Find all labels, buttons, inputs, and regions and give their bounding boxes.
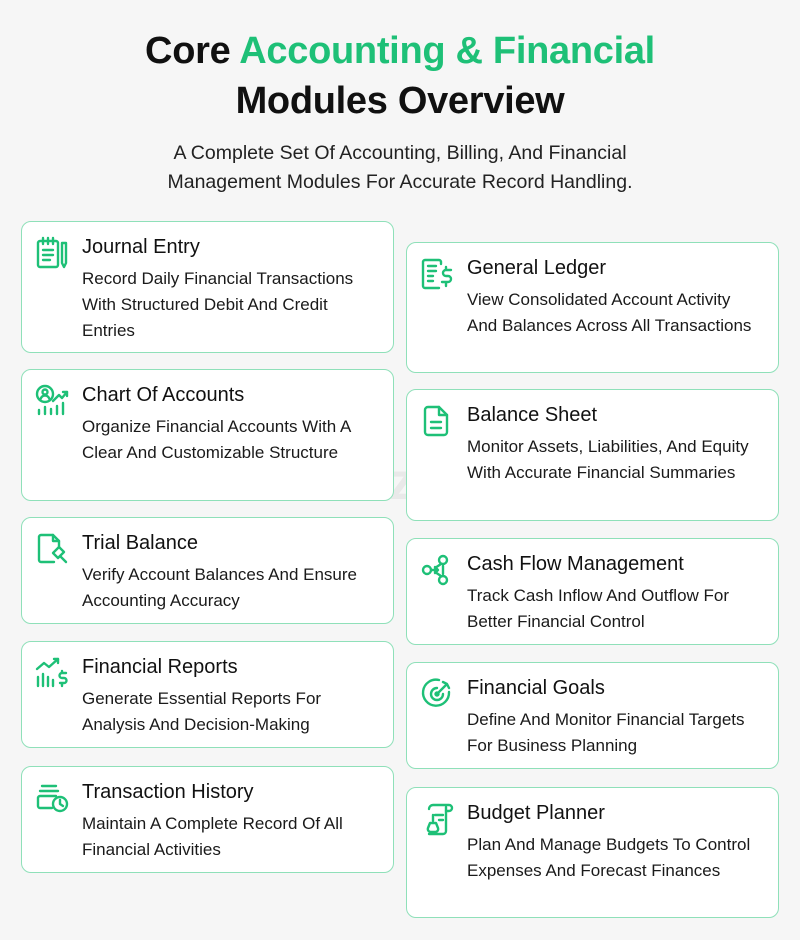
ledger-dollar-icon bbox=[419, 256, 455, 292]
card-description: Plan And Manage Budgets To Control Expenses And Forecast Finances bbox=[467, 835, 751, 880]
card-title: Budget Planner bbox=[467, 802, 605, 824]
card-financial-goals bbox=[406, 662, 779, 769]
title-part1: Core bbox=[145, 30, 240, 72]
card-chart-of-accounts bbox=[21, 369, 394, 501]
card-general-ledger bbox=[406, 242, 779, 373]
card-journal-entry bbox=[21, 221, 394, 353]
card-title: General Ledger bbox=[467, 257, 606, 279]
document-icon bbox=[419, 403, 455, 439]
title-accent: Accounting & Financial bbox=[239, 30, 655, 72]
card-financial-reports bbox=[21, 641, 394, 748]
user-growth-chart-icon bbox=[34, 383, 70, 419]
card-description: Track Cash Inflow And Outflow For Better Financial Control bbox=[467, 586, 730, 631]
card-description: Organize Financial Accounts With A Clear And Customizable Structure bbox=[82, 417, 351, 462]
title-line2: Modules Overview bbox=[235, 80, 565, 122]
card-title: Trial Balance bbox=[82, 532, 198, 554]
card-description: View Consolidated Account Activity And Balances Across All Transactions bbox=[467, 290, 752, 335]
target-icon bbox=[419, 676, 455, 712]
document-gavel-icon bbox=[34, 531, 70, 567]
page-subtitle bbox=[0, 139, 800, 197]
card-description: Define And Monitor Financial Targets For Business Planning bbox=[467, 710, 745, 755]
notepad-icon bbox=[34, 235, 70, 271]
card-balance-sheet bbox=[406, 389, 779, 521]
card-title: Journal Entry bbox=[82, 236, 200, 258]
card-title: Transaction History bbox=[82, 781, 254, 803]
card-description: Generate Essential Reports For Analysis And Decision-Making bbox=[82, 689, 322, 734]
card-title: Cash Flow Management bbox=[467, 553, 684, 575]
card-cash-flow-management bbox=[406, 538, 779, 645]
card-description: Monitor Assets, Liabilities, And Equity With Accurate Financial Summaries bbox=[467, 437, 749, 482]
bar-chart-dollar-icon bbox=[34, 655, 70, 691]
card-title: Financial Reports bbox=[82, 656, 238, 678]
subtitle-line1: A Complete Set Of Accounting, Billing, And Financial bbox=[173, 142, 627, 164]
card-description: Maintain A Complete Record Of All Financial Activities bbox=[82, 814, 343, 859]
card-description: Record Daily Financial Transactions With Structured Debit And Credit Entries bbox=[82, 269, 354, 340]
cash-flow-icon bbox=[419, 552, 455, 588]
budget-scroll-icon bbox=[419, 801, 455, 837]
card-title: Financial Goals bbox=[467, 677, 605, 699]
page-title bbox=[0, 26, 800, 126]
card-title: Balance Sheet bbox=[467, 404, 598, 426]
card-budget-planner bbox=[406, 787, 779, 918]
card-description: Verify Account Balances And Ensure Accounting Accuracy bbox=[82, 565, 358, 610]
subtitle-line2: Management Modules For Accurate Record Handling. bbox=[167, 171, 633, 193]
clock-history-icon bbox=[34, 780, 70, 816]
card-transaction-history bbox=[21, 766, 394, 873]
card-trial-balance bbox=[21, 517, 394, 624]
card-title: Chart Of Accounts bbox=[82, 384, 245, 406]
